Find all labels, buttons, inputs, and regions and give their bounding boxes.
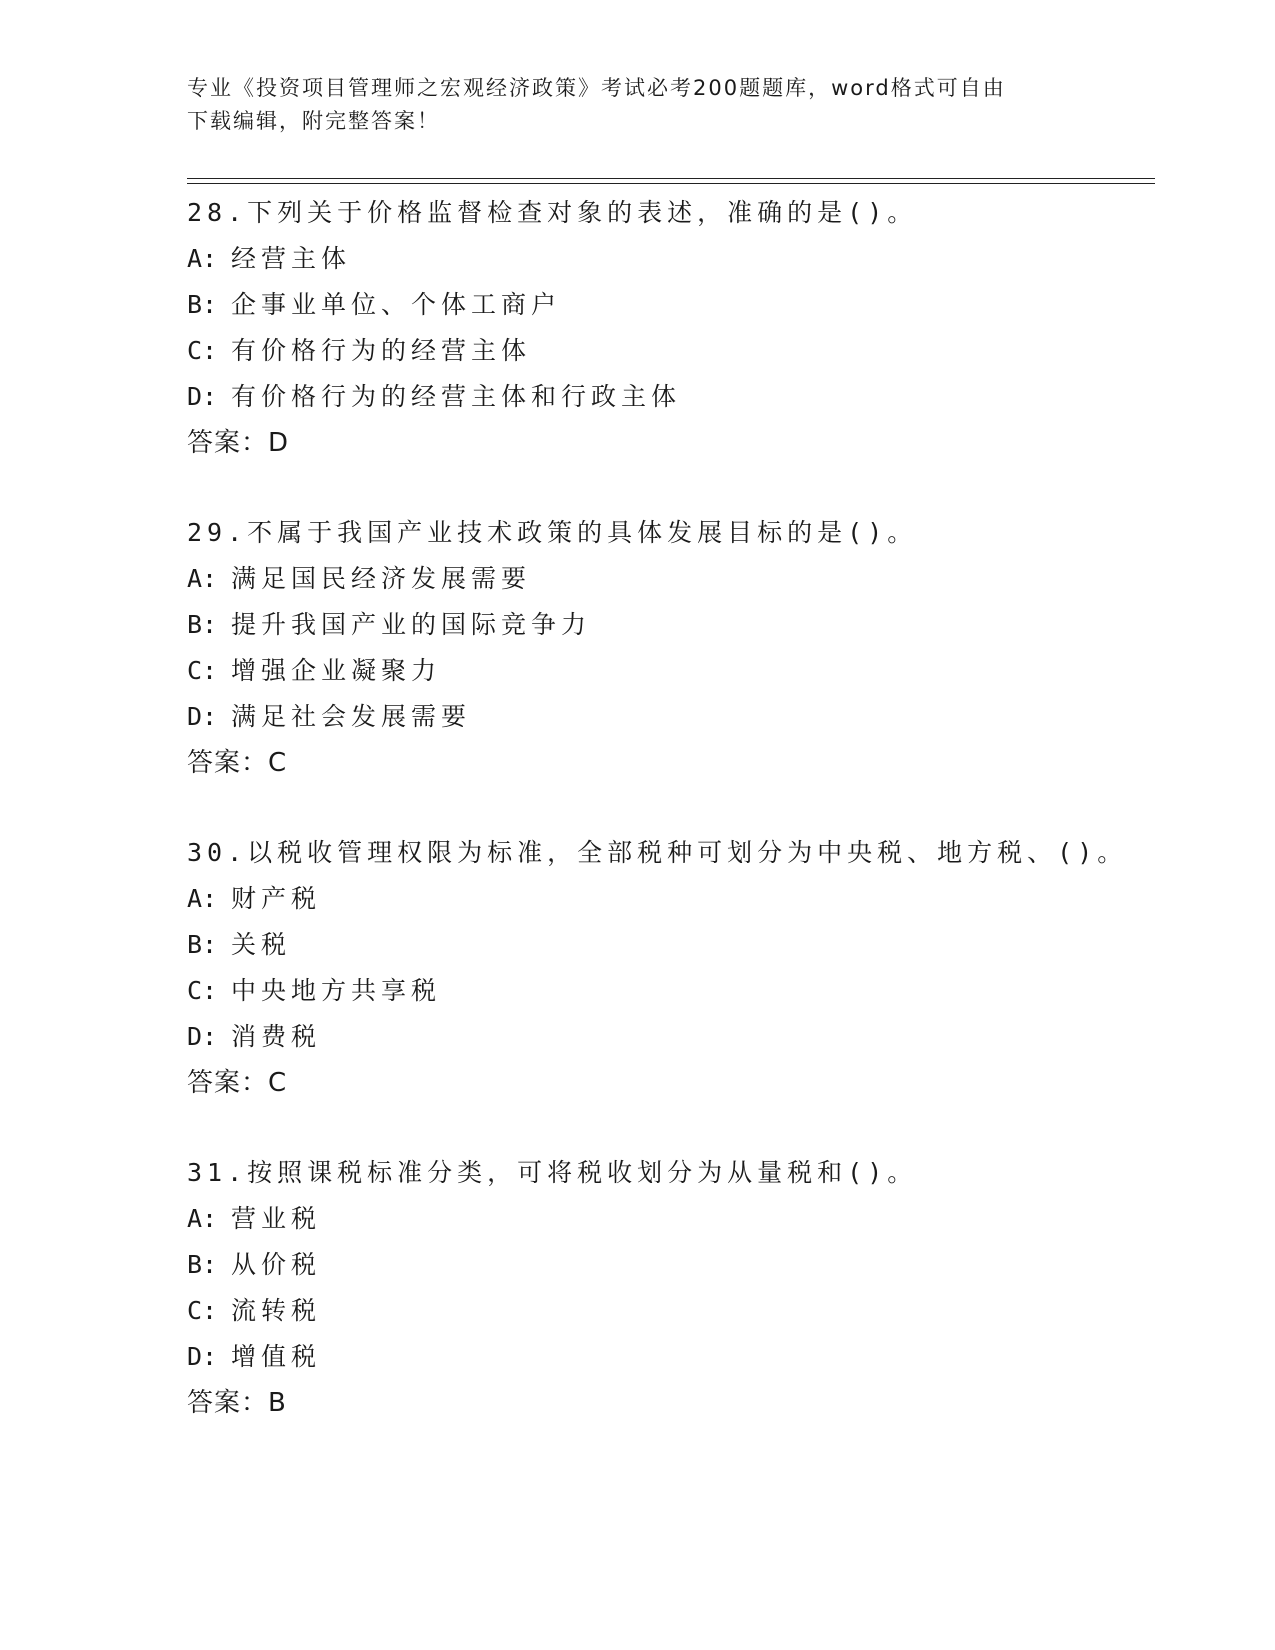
option-text: 满足社会发展需要 — [231, 702, 472, 731]
option-text: 流转税 — [231, 1296, 322, 1325]
option-d — [187, 1334, 1187, 1380]
option-text: 有价格行为的经营主体和行政主体 — [231, 382, 682, 411]
header-line-1: 专业《投资项目管理师之宏观经济政策》考试必考200题题库，word格式可自由 — [187, 76, 1006, 100]
answer-line: 答案：C — [187, 1068, 288, 1098]
option-letter: C: — [187, 976, 218, 1005]
option-d — [187, 1014, 1187, 1060]
option-text: 增强企业凝聚力 — [231, 656, 442, 685]
option-b — [187, 922, 1187, 968]
option-letter: B: — [187, 930, 218, 959]
option-a — [187, 1196, 1187, 1242]
question-block — [187, 830, 1187, 1106]
question-stem: 31.按照课税标准分类，可将税收划分为从量税和()。 — [187, 1158, 918, 1187]
option-letter: B: — [187, 1250, 218, 1279]
option-a — [187, 876, 1187, 922]
option-text: 满足国民经济发展需要 — [231, 564, 532, 593]
option-c — [187, 968, 1187, 1014]
option-letter: A: — [187, 884, 218, 913]
option-letter: C: — [187, 656, 218, 685]
answer-line: 答案：C — [187, 748, 288, 778]
option-c — [187, 1288, 1187, 1334]
option-letter: A: — [187, 244, 218, 273]
option-text: 经营主体 — [231, 244, 352, 273]
option-letter: C: — [187, 1296, 218, 1325]
document-header — [187, 72, 1067, 138]
option-letter: D: — [187, 1342, 218, 1371]
option-d — [187, 694, 1187, 740]
option-text: 营业税 — [231, 1204, 322, 1233]
header-divider-bottom — [187, 183, 1155, 184]
option-letter: D: — [187, 382, 218, 411]
question-block — [187, 510, 1187, 786]
option-text: 增值税 — [231, 1342, 322, 1371]
question-stem: 29.不属于我国产业技术政策的具体发展目标的是()。 — [187, 518, 918, 547]
answer-line: 答案：B — [187, 1388, 287, 1418]
option-letter: D: — [187, 1022, 218, 1051]
option-text: 中央地方共享税 — [231, 976, 442, 1005]
option-text: 消费税 — [231, 1022, 322, 1051]
question-stem: 28.下列关于价格监督检查对象的表述，准确的是()。 — [187, 198, 918, 227]
option-letter: A: — [187, 564, 218, 593]
option-a — [187, 556, 1187, 602]
option-text: 关税 — [231, 930, 292, 959]
option-b — [187, 282, 1187, 328]
option-text: 财产税 — [231, 884, 322, 913]
option-letter: D: — [187, 702, 218, 731]
option-c — [187, 648, 1187, 694]
option-a — [187, 236, 1187, 282]
option-letter: C: — [187, 336, 218, 365]
option-b — [187, 1242, 1187, 1288]
header-divider-top — [187, 178, 1155, 179]
question-block — [187, 190, 1187, 466]
question-block — [187, 1150, 1187, 1426]
option-text: 提升我国产业的国际竞争力 — [231, 610, 592, 639]
option-text: 从价税 — [231, 1250, 322, 1279]
option-letter: A: — [187, 1204, 218, 1233]
question-stem: 30.以税收管理权限为标准，全部税种可划分为中央税、地方税、()。 — [187, 838, 1128, 867]
option-letter: B: — [187, 290, 218, 319]
header-line-2: 下载编辑，附完整答案！ — [187, 109, 440, 133]
option-letter: B: — [187, 610, 218, 639]
option-b — [187, 602, 1187, 648]
option-c — [187, 328, 1187, 374]
option-text: 企事业单位、个体工商户 — [231, 290, 562, 319]
answer-line: 答案：D — [187, 428, 290, 458]
option-d — [187, 374, 1187, 420]
option-text: 有价格行为的经营主体 — [231, 336, 532, 365]
